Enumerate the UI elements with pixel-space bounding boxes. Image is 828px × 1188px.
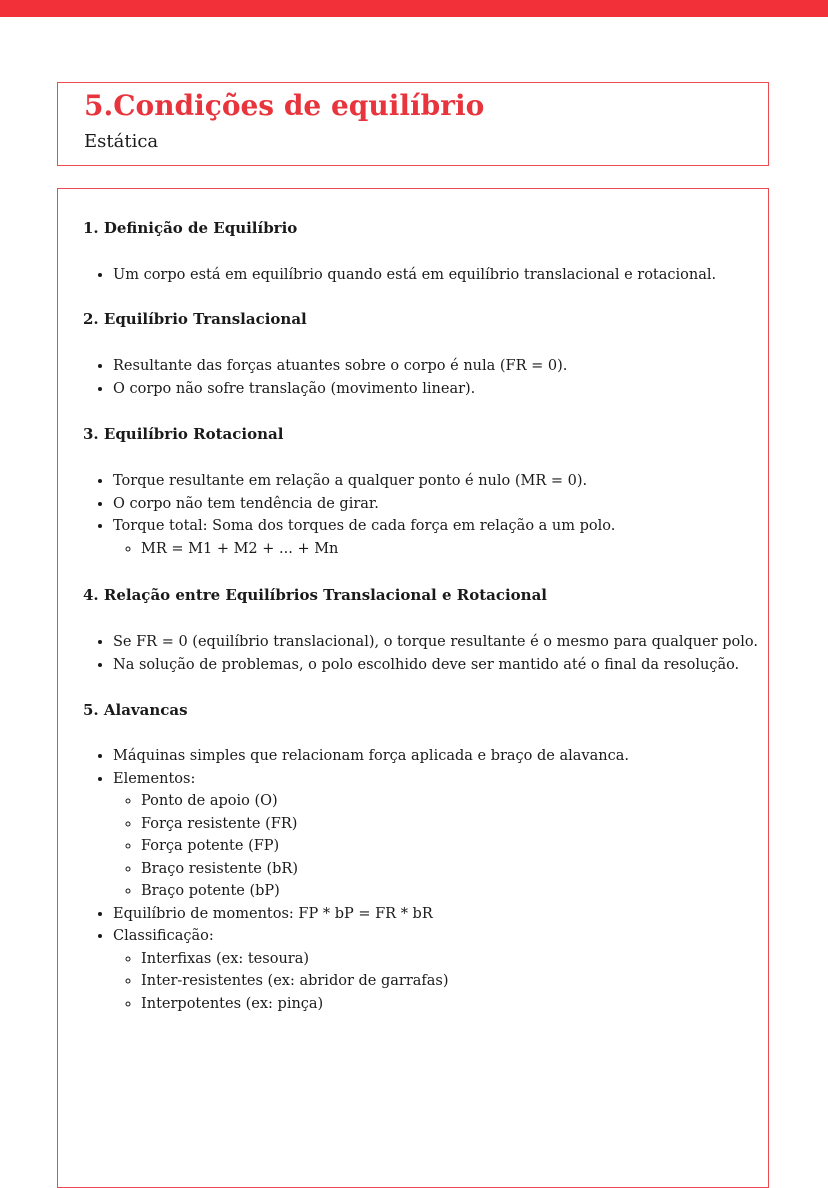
section-list-rotacional	[83, 470, 615, 560]
sub-list-item: ◦ MR = M1 + M2 + ... + Mn	[141, 538, 615, 561]
list-item: • Máquinas simples que relacionam força aplicada e braço de alavanca.	[113, 745, 629, 768]
sublist-elementos	[113, 790, 629, 903]
section-list-definicao	[83, 264, 716, 287]
section-list-relacao	[83, 631, 758, 676]
section-heading-relacao: 4. Relação entre Equilíbrios Translacional e Rotacional	[83, 586, 548, 604]
list-item: • Resultante das forças atuantes sobre o corpo é nula (FR = 0).	[113, 355, 567, 378]
section-list-translacional	[83, 355, 567, 400]
section-list-alavancas	[83, 745, 629, 1015]
list-item: • Torque resultante em relação a qualquer ponto é nulo (MR = 0).	[113, 470, 615, 493]
section-heading-alavancas: 5. Alavancas	[83, 701, 188, 719]
list-item-text: Torque total: Soma dos torques de cada força em relação a um polo.	[113, 518, 616, 534]
list-item: • O corpo não tem tendência de girar.	[113, 493, 615, 516]
list-item-text: Classificação:	[113, 928, 214, 944]
section-heading-definicao: 1. Definição de Equilíbrio	[83, 219, 298, 237]
sub-list-item: ◦ Força potente (FP)	[141, 835, 629, 858]
notes-card	[57, 188, 769, 1188]
sub-list-item: ◦ Interfixas (ex: tesoura)	[141, 948, 629, 971]
section-heading-rotacional: 3. Equilíbrio Rotacional	[83, 425, 284, 443]
list-item	[113, 515, 615, 560]
page-subtitle: Estática	[84, 131, 159, 152]
top-accent-bar	[0, 0, 828, 17]
sublist-torque	[113, 538, 615, 561]
list-item: • Um corpo está em equilíbrio quando está em equilíbrio translacional e rotacional.	[113, 264, 716, 287]
sub-list-item: ◦ Força resistente (FR)	[141, 813, 629, 836]
sublist-classificacao	[113, 948, 629, 1016]
list-item: • Se FR = 0 (equilíbrio translacional), o torque resultante é o mesmo para qualquer polo.	[113, 631, 758, 654]
section-heading-translacional: 2. Equilíbrio Translacional	[83, 310, 307, 328]
sub-list-item: ◦ Ponto de apoio (O)	[141, 790, 629, 813]
page-title: 5.Condições de equilíbrio	[84, 89, 485, 122]
list-item	[113, 925, 629, 1015]
sub-list-item: ◦ Braço resistente (bR)	[141, 858, 629, 881]
list-item: • Equilíbrio de momentos: FP * bP = FR * bR	[113, 903, 629, 926]
list-item: • Na solução de problemas, o polo escolhido deve ser mantido até o final da resolução.	[113, 654, 758, 677]
list-item-text: Elementos:	[113, 770, 196, 787]
title-card	[57, 82, 769, 166]
sub-list-item: ◦ Braço potente (bP)	[141, 880, 629, 903]
sub-list-item: ◦ Interpotentes (ex: pinça)	[141, 993, 629, 1016]
list-item	[113, 768, 629, 903]
list-item: • O corpo não sofre translação (movimento linear).	[113, 378, 567, 401]
sub-list-item: ◦ Inter-resistentes (ex: abridor de garrafas)	[141, 970, 629, 993]
